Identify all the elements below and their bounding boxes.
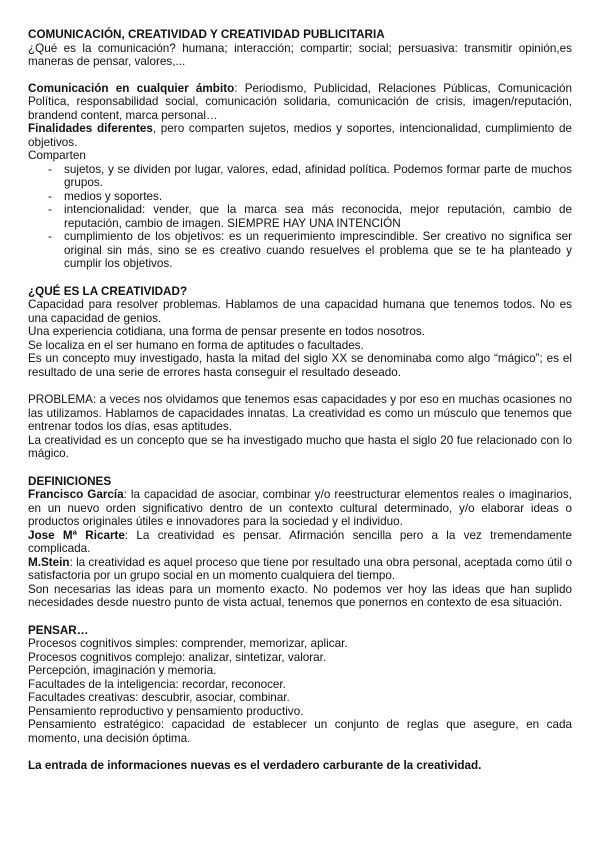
definiciones-heading: DEFINICIONES xyxy=(28,474,112,488)
ambito-paragraph xyxy=(28,82,572,123)
list-item: - intencionalidad: vender, que la marca sea más reconocida, mejor reputación, cambio de reputación, cambio de imagen. SIEMPRE HAY UNA INTENCIÓN xyxy=(48,203,572,230)
pensar-line: Facultades creativas: descubrir, asociar, combinar. xyxy=(28,691,290,704)
creatividad-line: Se localiza en el ser humano en forma de aptitudes o facultades. xyxy=(28,338,364,352)
list-item: - sujetos, y se dividen por lugar, valores, edad, afinidad política. Podemos formar parte de muchos grupos. xyxy=(48,162,572,189)
list-item: - medios y soportes. xyxy=(48,189,163,203)
definition-author: Francisco García xyxy=(28,488,124,501)
pensar-line: Facultades de la inteligencia: recordar, reconocer. xyxy=(28,677,286,691)
pensar-line: Percepción, imaginación y memoria. xyxy=(28,664,217,677)
pensar-line: Procesos cognitivos complejo: analizar, sintetizar, valorar. xyxy=(28,650,327,664)
definition-author: Jose Mª Ricarte xyxy=(28,528,125,542)
ambito-label: Comunicación en cualquier ámbito xyxy=(28,81,235,95)
conclusion: La entrada de informaciones nuevas es el verdadero carburante de la creatividad. xyxy=(28,759,482,772)
definition-item: Francisco García: la capacidad de asociar, combinar y/o reestructurar elementos reales o imaginarios, en un nuevo orden significativo dentro de un contexto cultural determinado, y/o elaborar ideas o productos originales útiles e innovadores para la sociedad y el individuo. xyxy=(28,488,572,528)
list-item: - cumplimiento de los objetivos: es un requerimiento imprescindible. Ser creativo no significa ser original sin más, sino se es creativo cuando resuelves el problema que se te ha planteado y cumplir los objetivos. xyxy=(48,230,572,270)
intro-paragraph: ¿Qué es la comunicación? humana; interacción; compartir; social; persuasiva: transmitir opinión,es maneras de pensar, valores,... xyxy=(28,41,572,68)
comparten-list xyxy=(28,163,572,271)
definition-author: M.Stein xyxy=(28,555,70,569)
finalidades-label: Finalidades diferentes xyxy=(28,122,153,135)
creatividad-line: Capacidad para resolver problemas. Hablamos de una capacidad humana que tenemos todos. No es una capacidad de genios. xyxy=(28,298,572,325)
ambito-text: : Periodismo, Publicidad, Relaciones Públicas, Comunicación Política, responsabilidad social, comunicación solidaria, comunicación de crisis, imagen/reputación, brandend content, marca personal… xyxy=(28,81,572,122)
investigado-paragraph: La creatividad es un concepto que se ha investigado mucho que hasta el siglo 20 fue relacionado con lo mágico. xyxy=(28,433,572,460)
pensar-line: Pensamiento reproductivo y pensamiento productivo. xyxy=(28,704,304,718)
pensar-line: Pensamiento estratégico: capacidad de establecer un conjunto de reglas que asegure, en cada momento, una decisión óptima. xyxy=(28,718,572,745)
comparten-label: Comparten xyxy=(28,149,86,162)
problema-paragraph: PROBLEMA: a veces nos olvidamos que tenemos esas capacidades y por eso en muchas ocasiones no las utilizamos. Hablamos de capacidades innatas. La creatividad es como un músculo que tenemos que entrenar todos los días, esas aptitudes. xyxy=(28,393,572,433)
finalidades-text: , pero comparten sujetos, medios y soportes, intencionalidad, cumplimiento de objetivos. xyxy=(28,122,572,149)
definition-item: Jose Mª Ricarte: La creatividad es pensar. Afirmación sencilla pero a la vez tremendamente complicada. xyxy=(28,528,572,555)
pensar-line: Procesos cognitivos simples: comprender, memorizar, aplicar. xyxy=(28,637,348,650)
definition-item: M.Stein: la creatividad es aquel proceso que tiene por resultado una obra personal, aceptada como útil o satisfactoria por un grupo social en un momento cualquiera del tiempo. xyxy=(28,555,572,582)
creatividad-line: Una experiencia cotidiana, una forma de pensar presente en todos nosotros. xyxy=(28,325,425,338)
creatividad-line: Es un concepto muy investigado, hasta la mitad del siglo XX se denominaba como algo “mágico”; es el resultado de una serie de errores hasta conseguir el resultado deseado. xyxy=(28,352,572,379)
pensar-heading: PENSAR… xyxy=(28,623,89,637)
finalidades-paragraph xyxy=(28,122,572,149)
document-page xyxy=(28,28,572,773)
definiciones-note: Son necesarias las ideas para un momento exacto. No podemos ver hoy las ideas que han suplido necesidades desde nuestro punto de vista actual, tenemos que ponernos en contexto de esa situación. xyxy=(28,582,572,609)
document-title: COMUNICACIÓN, CREATIVIDAD Y CREATIVIDAD PUBLICITARIA xyxy=(28,28,385,41)
creatividad-heading: ¿QUÉ ES LA CREATIVIDAD? xyxy=(28,284,188,298)
